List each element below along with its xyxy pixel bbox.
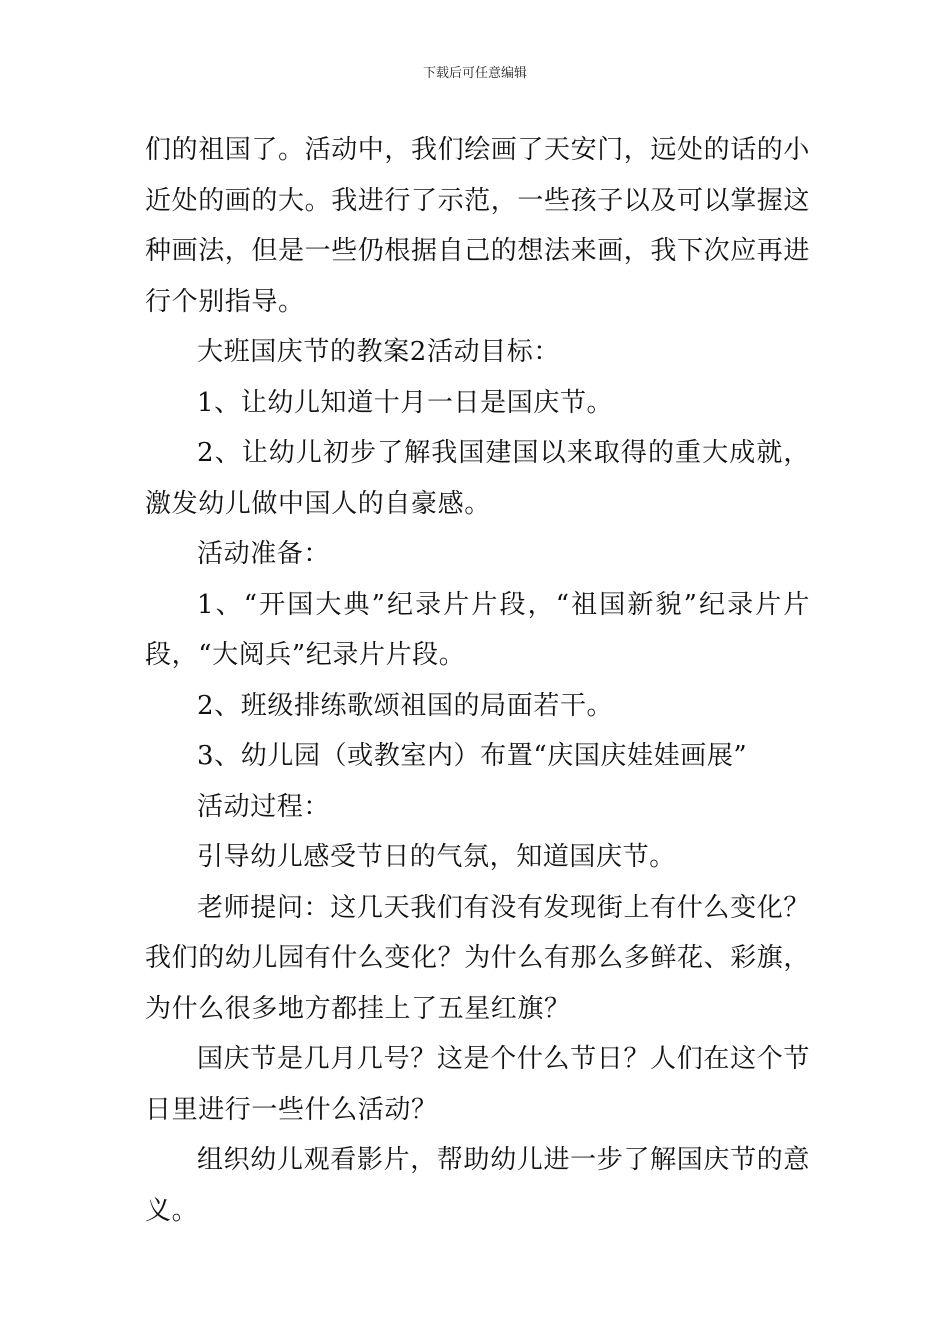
paragraph: 组织幼儿观看影片，帮助幼儿进一步了解国庆节的意义。 [145, 1145, 810, 1226]
paragraph: 3、幼儿园（或教室内）布置“庆国庆娃娃画展” [197, 741, 748, 771]
paragraph: 2、班级排练歌颂祖国的局面若干。 [197, 690, 614, 721]
paragraph: 1、“开国大典”纪录片片段，“祖国新貌”纪录片片段，“大阅兵”纪录片片段。 [145, 589, 810, 670]
paragraph: 1、让幼儿知道十月一日是国庆节。 [197, 387, 614, 418]
header-note: 下载后可任意编辑 [422, 66, 527, 81]
paragraph: 活动过程： [197, 791, 331, 822]
paragraph: 2、让幼儿初步了解我国建国以来取得的重大成就，激发幼儿做中国人的自豪感。 [145, 438, 810, 519]
paragraph: 大班国庆节的教案2活动目标： [197, 337, 560, 367]
paragraph: 老师提问：这几天我们有没有发现街上有什么变化？我们的幼儿园有什么变化？为什么有那么多鲜花、彩旗，为什么很多地方都挂上了五星红旗？ [145, 892, 811, 1024]
paragraph: 们的祖国了。活动中，我们绘画了天安门，远处的话的小近处的画的大。我进行了示范，一些孩子以及可以掌握这种画法，但是一些仍根据自己的想法来画，我下次应再进行个别指导。 [145, 135, 811, 317]
paragraph: 活动准备： [197, 539, 331, 569]
paragraph: 国庆节是几月几号？这是个什么节日？人们在这个节日里进行一些什么活动？ [145, 1044, 810, 1125]
paragraph: 引导幼儿感受节日的气氛，知道国庆节。 [197, 842, 676, 872]
page-header [0, 66, 950, 82]
document-body [145, 125, 810, 1236]
